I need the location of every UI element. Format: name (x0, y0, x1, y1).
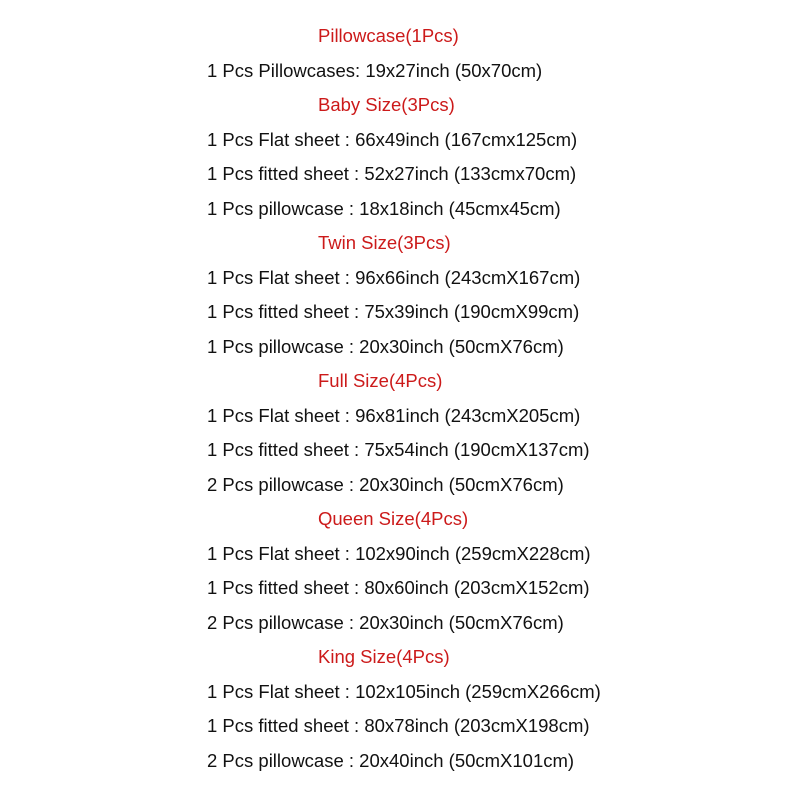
size-line: 1 Pcs Flat sheet : 66x49inch (167cmx125cm) (207, 129, 578, 150)
size-line: 1 Pcs Flat sheet : 96x81inch (243cmX205cm) (207, 405, 581, 426)
section-title-twin: Twin Size(3Pcs) (318, 232, 451, 253)
size-line: 1 Pcs Flat sheet : 102x105inch (259cmX266cm) (207, 681, 601, 702)
size-line: 1 Pcs fitted sheet : 52x27inch (133cmx70cm) (207, 163, 577, 184)
size-line: 1 Pcs pillowcase : 18x18inch (45cmx45cm) (207, 198, 561, 219)
section-title-pillowcase: Pillowcase(1Pcs) (318, 25, 459, 46)
size-line: 1 Pcs fitted sheet : 75x39inch (190cmX99cm) (207, 301, 580, 322)
size-line: 1 Pcs Flat sheet : 102x90inch (259cmX228cm) (207, 543, 591, 564)
size-line: 1 Pcs Flat sheet : 96x66inch (243cmX167cm) (207, 267, 581, 288)
size-line: 1 Pcs Pillowcases: 19x27inch (50x70cm) (207, 60, 543, 81)
size-line: 2 Pcs pillowcase : 20x30inch (50cmX76cm) (207, 474, 564, 495)
section-title-queen: Queen Size(4Pcs) (318, 508, 469, 529)
size-line: 1 Pcs fitted sheet : 75x54inch (190cmX137cm) (207, 439, 590, 460)
size-line: 1 Pcs fitted sheet : 80x60inch (203cmX152cm) (207, 577, 590, 598)
section-title-full: Full Size(4Pcs) (318, 370, 443, 391)
section-title-king: King Size(4Pcs) (318, 646, 450, 667)
size-line: 1 Pcs pillowcase : 20x30inch (50cmX76cm) (207, 336, 564, 357)
size-line: 2 Pcs pillowcase : 20x30inch (50cmX76cm) (207, 612, 564, 633)
section-title-baby: Baby Size(3Pcs) (318, 94, 455, 115)
size-line: 2 Pcs pillowcase : 20x40inch (50cmX101cm) (207, 750, 575, 771)
size-line: 1 Pcs fitted sheet : 80x78inch (203cmX198cm) (207, 715, 590, 736)
